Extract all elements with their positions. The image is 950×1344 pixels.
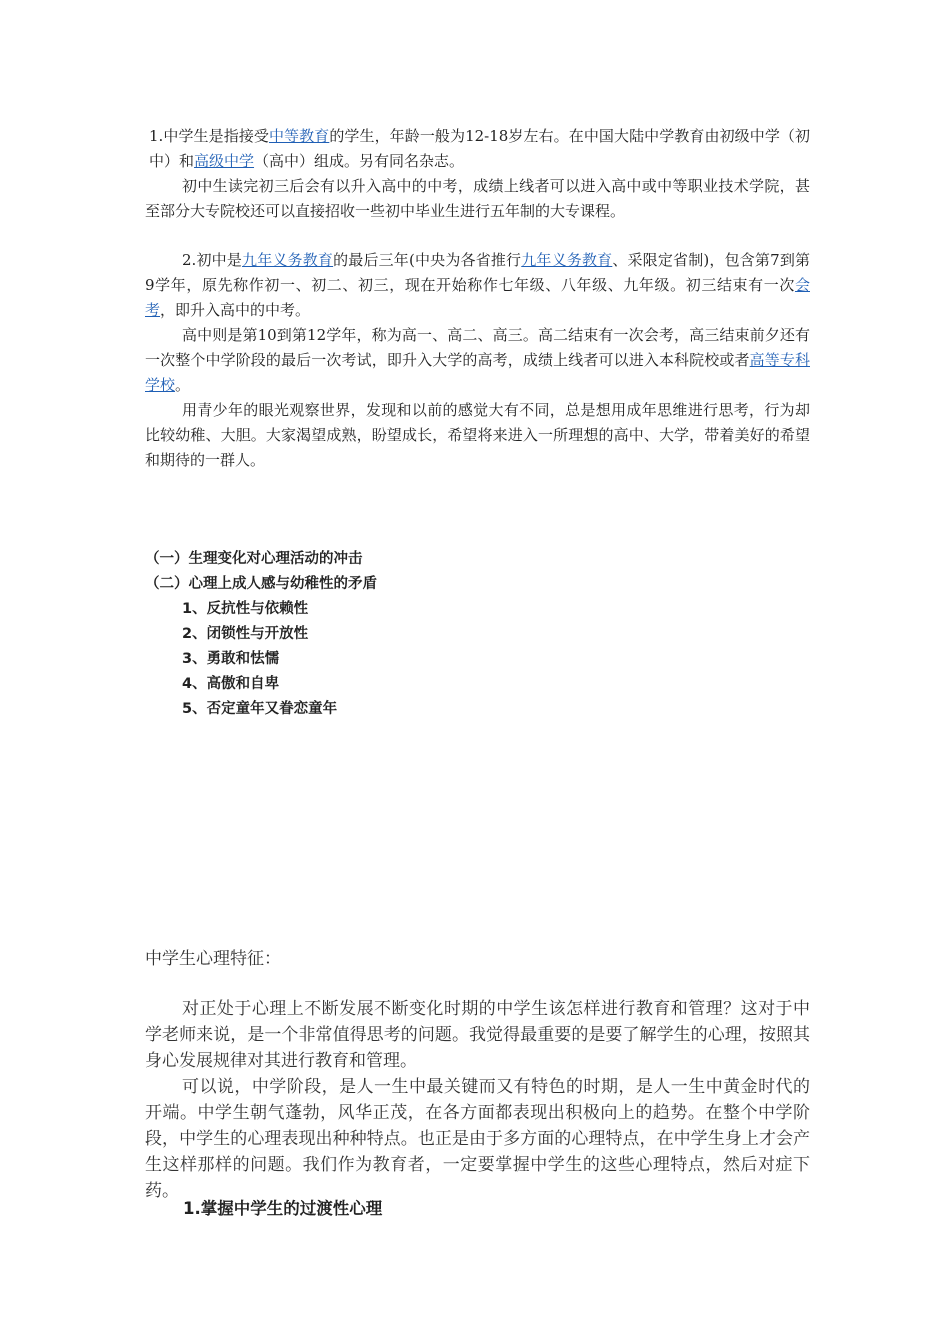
outline-heading-1: （一）生理变化对心理活动的冲击 [145,551,363,567]
paragraph-3 [145,248,810,323]
paragraph-6: 对正处于心理上不断发展不断变化时期的中学生该怎样进行教育和管理？这对于中学老师来说，是一个非常值得思考的问题。我觉得最重要的是要了解学生的心理，按照其身心发展规律对其进行教育和管理。 [145,999,810,1071]
text: 2.初中是 [182,251,243,269]
link-senior-high[interactable]: 高级中学 [194,152,255,170]
section-2 [145,248,810,473]
outline-item: 5、否定童年又眷恋童年 [182,701,338,717]
text: （高中）组成。另有同名杂志。 [254,152,465,170]
paragraph-7: 可以说，中学阶段，是人一生中最关键而又有特色的时期，是人一生中黄金时代的开端。中学生朝气蓬勃，风华正茂，在各方面都表现出积极向上的趋势。在整个中学阶段，中学生的心理表现出种种特点。也正是由于多方面的心理特点，在中学生身上才会产生这样那样的问题。我们作为教育者，一定要掌握中学生的这些心理特点，然后对症下药。 [145,1077,810,1201]
text: 高中则是第10到第12学年，称为高一、高二、高三。高二结束有一次会考，高三结束前夕还有一次整个中学阶段的最后一次考试，即升入大学的高考，成绩上线者可以进入本科院校或者 [145,326,810,369]
text: 1.中学生是指接受 [149,127,269,145]
section-3 [145,996,810,1204]
link-college[interactable]: 高等专科学校 [145,351,810,394]
text: 。 [175,376,191,394]
link-exam[interactable]: 会考 [145,276,810,319]
text: ，即升入高中的中考。 [160,301,311,319]
paragraph-1 [145,124,810,174]
paragraph-2: 初中生读完初三后会有以升入高中的中考，成绩上线者可以进入高中或中等职业技术学院，甚至部分大专院校还可以直接招收一些初中毕业生进行五年制的大专课程。 [145,177,810,220]
outline-item: 2、闭锁性与开放性 [182,626,309,642]
outline-heading-2: （二）心理上成人感与幼稚性的矛盾 [145,576,377,592]
link-compulsory-education[interactable]: 九年义务教育 [242,251,334,269]
paragraph-4 [145,323,810,398]
section-3-title [145,946,810,972]
text: 、采限定省制)，包含第7到第9学年，原先称作初一、初二、初三，现在开始称作七年级、八年级、九年级。初三结束有一次 [145,251,810,294]
subsection-heading: 1.掌握中学生的过渡性心理 [183,1199,383,1218]
text: 的学生，年龄一般为12-18岁左右。在中国大陆中学教育由初级中学（初中）和 [149,127,810,170]
paragraph-5: 用青少年的眼光观察世界，发现和以前的感觉大有不同，总是想用成年思维进行思考，行为却比较幼稚、大胆。大家渴望成熟，盼望成长，希望将来进入一所理想的高中、大学，带着美好的希望和期待的一群人。 [145,401,810,469]
outline-item: 3、勇敢和怯懦 [182,651,280,667]
link-secondary-education[interactable]: 中等教育 [268,127,330,145]
section-title: 中学生心理特征： [145,949,281,969]
outline-item: 4、高傲和自卑 [182,676,280,692]
section-1 [145,124,810,224]
link-compulsory-education-2[interactable]: 九年义务教育 [521,251,613,269]
outline-item: 1、反抗性与依赖性 [182,601,309,617]
text: 的最后三年(中央为各省推行 [333,251,522,269]
